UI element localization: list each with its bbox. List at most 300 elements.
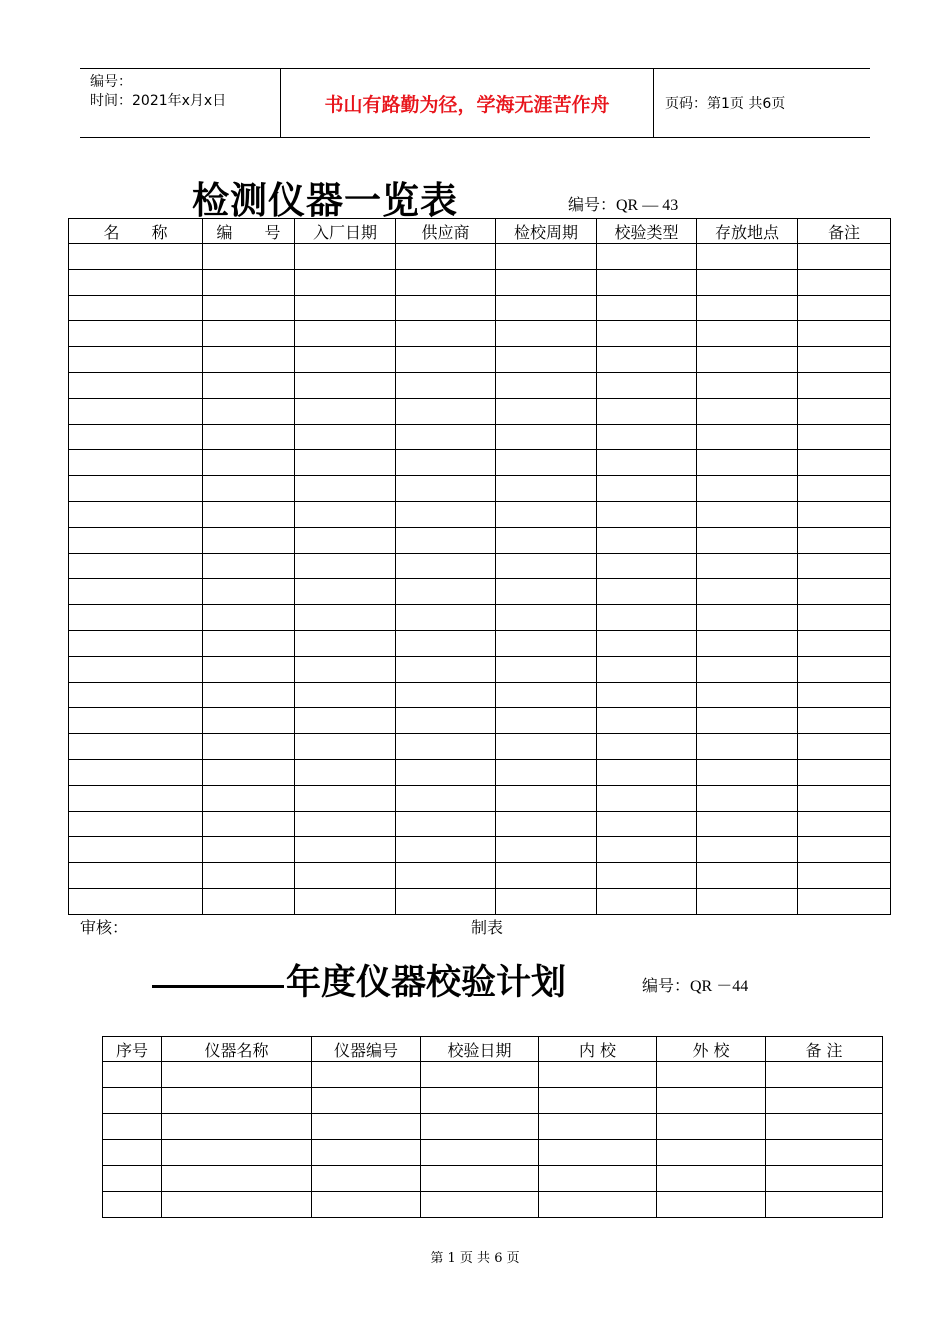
- table-cell: [496, 785, 597, 811]
- table-cell: [496, 579, 597, 605]
- table-cell: [162, 1192, 312, 1218]
- table-row: [103, 1088, 883, 1114]
- table-row: [69, 321, 891, 347]
- table-cell: [312, 1140, 421, 1166]
- table-row: [69, 811, 891, 837]
- table-cell: [798, 424, 891, 450]
- table-cell: [103, 1062, 162, 1088]
- table-row: [69, 398, 891, 424]
- table-cell: [69, 734, 203, 760]
- table-cell: [496, 450, 597, 476]
- table-cell: [295, 579, 396, 605]
- table-cell: [798, 605, 891, 631]
- table-cell: [396, 785, 496, 811]
- doc-number-label: 编号：: [90, 74, 132, 90]
- table-row: [103, 1192, 883, 1218]
- table-cell: [295, 888, 396, 914]
- table-row: [69, 708, 891, 734]
- table-cell: [597, 630, 697, 656]
- table-cell: [798, 682, 891, 708]
- table-cell: [597, 269, 697, 295]
- table-cell: [69, 708, 203, 734]
- calibration-plan-code: 编号：QR －44: [642, 978, 749, 995]
- table-cell: [697, 527, 798, 553]
- table-cell: [295, 605, 396, 631]
- instrument-list-code: 编号：QR — 43: [568, 197, 679, 214]
- table-cell: [798, 811, 891, 837]
- table-cell: [396, 450, 496, 476]
- table-cell: [162, 1140, 312, 1166]
- table-row: [69, 501, 891, 527]
- table-cell: [697, 682, 798, 708]
- table-cell: [69, 863, 203, 889]
- table-cell: [295, 811, 396, 837]
- table-cell: [597, 888, 697, 914]
- table-cell: [203, 785, 295, 811]
- table-row: [69, 347, 891, 373]
- table-cell: [69, 269, 203, 295]
- table-cell: [203, 321, 295, 347]
- table-cell: [496, 398, 597, 424]
- table-cell: [103, 1140, 162, 1166]
- table-cell: [295, 269, 396, 295]
- table-cell: [203, 424, 295, 450]
- table-cell: [597, 863, 697, 889]
- table-cell: [697, 269, 798, 295]
- table-cell: [396, 811, 496, 837]
- table-cell: [396, 527, 496, 553]
- table-cell: [766, 1140, 883, 1166]
- table-cell: [295, 708, 396, 734]
- table-cell: [295, 450, 396, 476]
- table-cell: [697, 605, 798, 631]
- table-cell: [203, 501, 295, 527]
- table-cell: [697, 476, 798, 502]
- table-cell: [295, 295, 396, 321]
- table-cell: [295, 527, 396, 553]
- column-header: 内 校: [539, 1037, 657, 1062]
- table-cell: [798, 656, 891, 682]
- table-row: [103, 1140, 883, 1166]
- table-cell: [697, 372, 798, 398]
- column-header: 备注: [798, 219, 891, 244]
- table-cell: [657, 1088, 766, 1114]
- table-cell: [162, 1166, 312, 1192]
- table-cell: [496, 553, 597, 579]
- table-cell: [496, 656, 597, 682]
- table-cell: [203, 398, 295, 424]
- page-footer: 第 1 页 共 6 页: [430, 1251, 520, 1266]
- table-row: [69, 605, 891, 631]
- table-cell: [396, 321, 496, 347]
- table-cell: [396, 682, 496, 708]
- table-cell: [396, 579, 496, 605]
- table-cell: [103, 1192, 162, 1218]
- table-cell: [69, 553, 203, 579]
- column-header: 供应商: [396, 219, 496, 244]
- table-cell: [657, 1140, 766, 1166]
- table-row: [69, 734, 891, 760]
- table-cell: [396, 295, 496, 321]
- table-cell: [295, 553, 396, 579]
- table-cell: [597, 476, 697, 502]
- table-cell: [203, 269, 295, 295]
- table-row: [69, 579, 891, 605]
- table-cell: [69, 321, 203, 347]
- table-cell: [597, 579, 697, 605]
- table-row: [69, 863, 891, 889]
- table-cell: [798, 295, 891, 321]
- table-cell: [798, 269, 891, 295]
- table-cell: [396, 888, 496, 914]
- table-cell: [69, 579, 203, 605]
- table-cell: [697, 656, 798, 682]
- table-cell: [295, 424, 396, 450]
- table-cell: [539, 1166, 657, 1192]
- page-header: [80, 68, 870, 138]
- table-cell: [697, 501, 798, 527]
- table-cell: [295, 398, 396, 424]
- table-cell: [69, 501, 203, 527]
- table-cell: [697, 553, 798, 579]
- table-cell: [203, 244, 295, 270]
- table-cell: [798, 244, 891, 270]
- table-cell: [203, 811, 295, 837]
- table-cell: [798, 527, 891, 553]
- table-cell: [496, 321, 597, 347]
- table-cell: [295, 321, 396, 347]
- year-blank-line: [152, 985, 284, 988]
- table-cell: [697, 424, 798, 450]
- table-cell: [69, 527, 203, 553]
- table-cell: [69, 244, 203, 270]
- table-cell: [69, 759, 203, 785]
- table-cell: [597, 527, 697, 553]
- table-cell: [697, 888, 798, 914]
- table-cell: [798, 837, 891, 863]
- table-cell: [203, 734, 295, 760]
- table-cell: [421, 1192, 539, 1218]
- table-cell: [597, 347, 697, 373]
- table-cell: [697, 837, 798, 863]
- table-cell: [203, 372, 295, 398]
- table-cell: [396, 244, 496, 270]
- table-cell: [396, 398, 496, 424]
- table-cell: [103, 1114, 162, 1140]
- table-cell: [295, 476, 396, 502]
- table-cell: [496, 295, 597, 321]
- table-cell: [295, 837, 396, 863]
- table-cell: [798, 450, 891, 476]
- table-cell: [539, 1140, 657, 1166]
- table-cell: [657, 1114, 766, 1140]
- table-row: [103, 1166, 883, 1192]
- table-row: [103, 1114, 883, 1140]
- calibration-plan-table: [102, 1036, 883, 1218]
- table-cell: [203, 295, 295, 321]
- column-header: 存放地点: [697, 219, 798, 244]
- column-header: 校验类型: [597, 219, 697, 244]
- table-cell: [766, 1088, 883, 1114]
- column-header: 编 号: [203, 219, 295, 244]
- table-cell: [496, 476, 597, 502]
- table-row: [69, 837, 891, 863]
- table-cell: [396, 630, 496, 656]
- table-cell: [295, 759, 396, 785]
- table-cell: [496, 527, 597, 553]
- table-cell: [203, 605, 295, 631]
- table-cell: [69, 476, 203, 502]
- table-row: [69, 295, 891, 321]
- time-label: 时间：2021年x月x日: [90, 93, 227, 109]
- table-cell: [203, 759, 295, 785]
- prepared-by-label: 制表: [471, 918, 504, 937]
- table-cell: [203, 347, 295, 373]
- table-cell: [597, 501, 697, 527]
- table-cell: [697, 708, 798, 734]
- table-cell: [496, 630, 597, 656]
- table-cell: [697, 630, 798, 656]
- table-cell: [496, 759, 597, 785]
- table-cell: [597, 321, 697, 347]
- instrument-list-title: 检测仪器一览表: [192, 178, 458, 222]
- table-cell: [697, 450, 798, 476]
- table-cell: [69, 295, 203, 321]
- table-cell: [396, 734, 496, 760]
- table-cell: [396, 553, 496, 579]
- column-header: 检校周期: [496, 219, 597, 244]
- column-header: 校验日期: [421, 1037, 539, 1062]
- table-cell: [496, 837, 597, 863]
- table-cell: [496, 372, 597, 398]
- table-cell: [697, 347, 798, 373]
- table-cell: [162, 1088, 312, 1114]
- table-cell: [798, 476, 891, 502]
- table-cell: [203, 656, 295, 682]
- table-cell: [396, 837, 496, 863]
- table-cell: [396, 476, 496, 502]
- table-cell: [766, 1114, 883, 1140]
- table-cell: [496, 269, 597, 295]
- table-cell: [697, 579, 798, 605]
- table-cell: [421, 1140, 539, 1166]
- table-cell: [295, 863, 396, 889]
- table-row: [69, 785, 891, 811]
- table-cell: [203, 888, 295, 914]
- table-cell: [798, 734, 891, 760]
- table-cell: [69, 630, 203, 656]
- table-cell: [69, 424, 203, 450]
- table-cell: [539, 1062, 657, 1088]
- table-row: [69, 759, 891, 785]
- table-cell: [657, 1192, 766, 1218]
- table-cell: [295, 630, 396, 656]
- table-cell: [69, 837, 203, 863]
- table-cell: [597, 553, 697, 579]
- table-cell: [69, 682, 203, 708]
- table-cell: [295, 347, 396, 373]
- calibration-plan-title-text: 年度仪器校验计划: [286, 962, 567, 1003]
- table-cell: [421, 1088, 539, 1114]
- table-cell: [396, 863, 496, 889]
- table-cell: [798, 579, 891, 605]
- table-cell: [295, 372, 396, 398]
- table-cell: [396, 269, 496, 295]
- table-cell: [203, 579, 295, 605]
- table-cell: [69, 372, 203, 398]
- table-cell: [798, 888, 891, 914]
- table-cell: [396, 759, 496, 785]
- table-cell: [597, 295, 697, 321]
- table-cell: [539, 1114, 657, 1140]
- table-cell: [766, 1192, 883, 1218]
- table-row: [69, 888, 891, 914]
- table-cell: [69, 888, 203, 914]
- table-cell: [203, 450, 295, 476]
- table-cell: [597, 605, 697, 631]
- table-row: [69, 450, 891, 476]
- table-cell: [798, 398, 891, 424]
- table-cell: [597, 656, 697, 682]
- table-cell: [496, 682, 597, 708]
- column-header: 名 称: [69, 219, 203, 244]
- table-row: [69, 682, 891, 708]
- table-cell: [396, 708, 496, 734]
- table-cell: [697, 295, 798, 321]
- table-cell: [496, 501, 597, 527]
- table-cell: [103, 1088, 162, 1114]
- table-cell: [496, 244, 597, 270]
- table-cell: [69, 811, 203, 837]
- table-cell: [312, 1062, 421, 1088]
- table-cell: [295, 785, 396, 811]
- table-cell: [421, 1114, 539, 1140]
- table-cell: [597, 785, 697, 811]
- table-cell: [312, 1088, 421, 1114]
- table-cell: [597, 734, 697, 760]
- table-cell: [496, 708, 597, 734]
- table-cell: [657, 1166, 766, 1192]
- table-cell: [798, 759, 891, 785]
- table-cell: [496, 888, 597, 914]
- column-header: 备 注: [766, 1037, 883, 1062]
- column-header: 序号: [103, 1037, 162, 1062]
- table-cell: [203, 553, 295, 579]
- table-cell: [597, 450, 697, 476]
- table-cell: [162, 1062, 312, 1088]
- table-cell: [597, 682, 697, 708]
- table-cell: [295, 734, 396, 760]
- calibration-plan-title: [152, 955, 566, 1005]
- table-cell: [396, 347, 496, 373]
- table-row: [69, 656, 891, 682]
- table-cell: [496, 863, 597, 889]
- table-cell: [312, 1114, 421, 1140]
- table-row: [69, 269, 891, 295]
- table-cell: [697, 321, 798, 347]
- table-cell: [69, 656, 203, 682]
- table-cell: [69, 605, 203, 631]
- table-cell: [798, 785, 891, 811]
- table-cell: [203, 863, 295, 889]
- table-row: [69, 372, 891, 398]
- instrument-list-table: [68, 218, 891, 915]
- header-meta: [80, 69, 281, 137]
- table-cell: [421, 1166, 539, 1192]
- table-cell: [496, 734, 597, 760]
- table-cell: [203, 837, 295, 863]
- table-cell: [798, 708, 891, 734]
- table-cell: [597, 424, 697, 450]
- table-cell: [597, 811, 697, 837]
- table-cell: [496, 424, 597, 450]
- table-cell: [798, 553, 891, 579]
- table-cell: [203, 682, 295, 708]
- table-cell: [697, 734, 798, 760]
- table-cell: [597, 837, 697, 863]
- table-cell: [396, 605, 496, 631]
- table-cell: [798, 347, 891, 373]
- table-cell: [203, 476, 295, 502]
- table-cell: [496, 605, 597, 631]
- table-cell: [312, 1192, 421, 1218]
- column-header: 仪器名称: [162, 1037, 312, 1062]
- table-cell: [203, 527, 295, 553]
- table-row: [69, 527, 891, 553]
- table-cell: [295, 244, 396, 270]
- column-header: 仪器编号: [312, 1037, 421, 1062]
- table-cell: [657, 1062, 766, 1088]
- table-header-row: [69, 219, 891, 244]
- table-cell: [295, 682, 396, 708]
- table-cell: [539, 1192, 657, 1218]
- table-cell: [396, 424, 496, 450]
- table-cell: [597, 372, 697, 398]
- review-label: 审核：: [80, 918, 129, 937]
- table-cell: [597, 244, 697, 270]
- table-cell: [69, 347, 203, 373]
- table-cell: [295, 656, 396, 682]
- table-cell: [203, 630, 295, 656]
- table-row: [69, 424, 891, 450]
- table-row: [103, 1062, 883, 1088]
- table-cell: [396, 656, 496, 682]
- header-page-info: 页码：第1页 共6页: [665, 96, 786, 112]
- table-cell: [396, 372, 496, 398]
- table-cell: [203, 708, 295, 734]
- table-row: [69, 630, 891, 656]
- table-cell: [421, 1062, 539, 1088]
- table-cell: [697, 759, 798, 785]
- table-cell: [798, 321, 891, 347]
- header-motto: 书山有路勤为径，学海无涯苦作舟: [281, 69, 654, 137]
- table-cell: [496, 347, 597, 373]
- table-cell: [766, 1062, 883, 1088]
- table-cell: [69, 398, 203, 424]
- table-cell: [103, 1166, 162, 1192]
- table-cell: [798, 630, 891, 656]
- table-row: [69, 244, 891, 270]
- table-row: [69, 476, 891, 502]
- table-cell: [597, 759, 697, 785]
- table-cell: [697, 244, 798, 270]
- column-header: 入厂日期: [295, 219, 396, 244]
- table-cell: [697, 398, 798, 424]
- table-cell: [798, 372, 891, 398]
- table-cell: [69, 785, 203, 811]
- table-header-row: [103, 1037, 883, 1062]
- table-cell: [697, 811, 798, 837]
